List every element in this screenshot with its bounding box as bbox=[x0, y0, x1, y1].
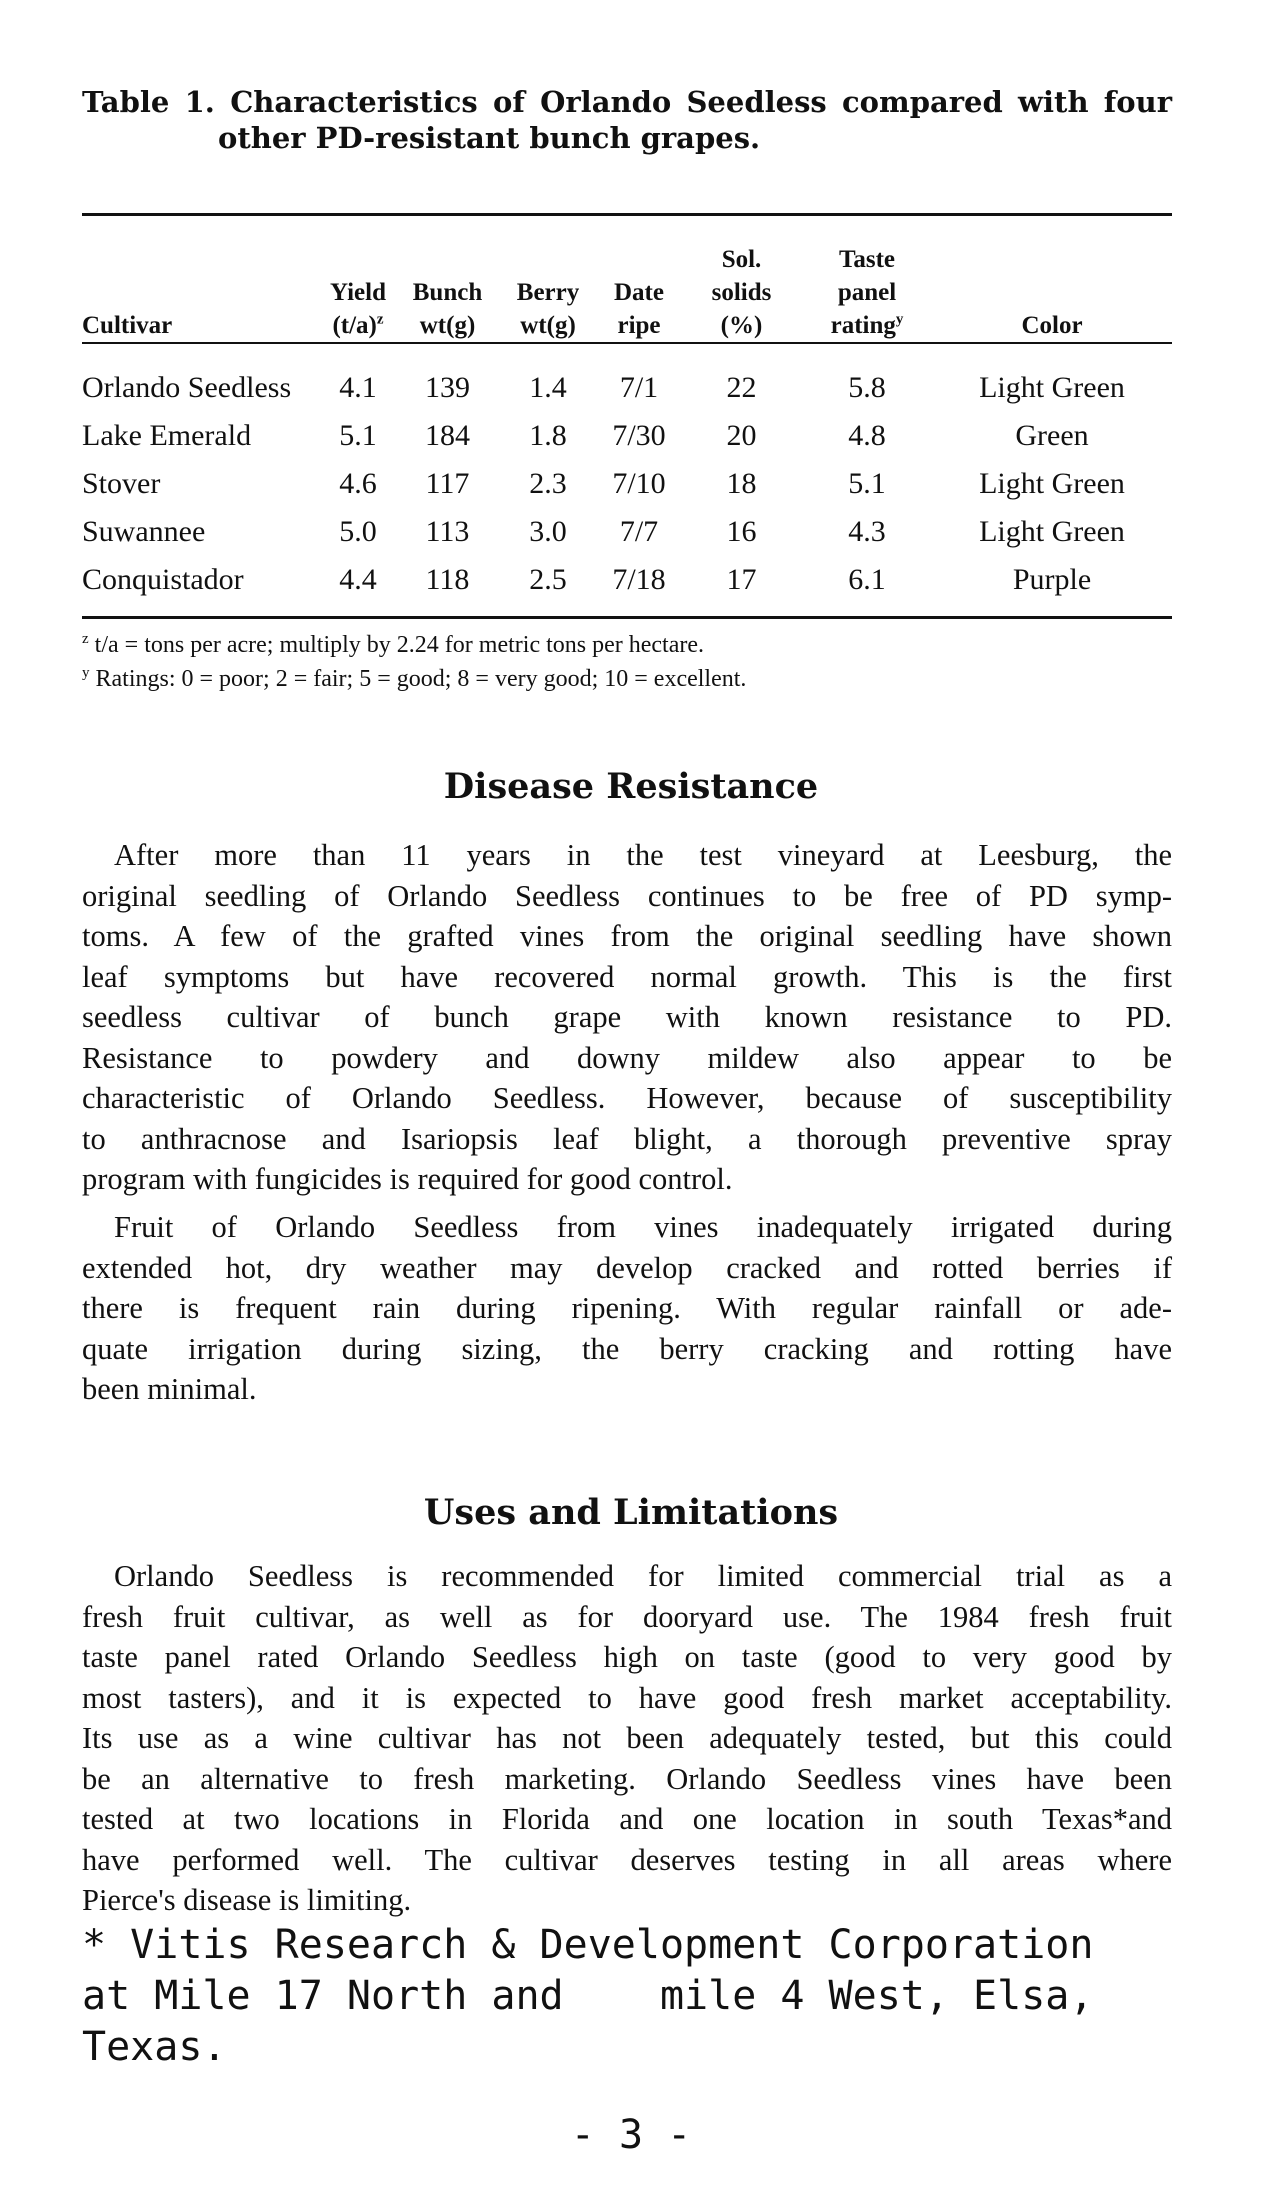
table-caption bbox=[82, 84, 1172, 156]
header-berry-weight: Berry wt(g) bbox=[516, 279, 580, 339]
table-row bbox=[82, 508, 1172, 556]
cell-yield: 5.1 bbox=[339, 419, 377, 452]
cell-yield: 5.0 bbox=[339, 515, 377, 548]
cell-color: Light Green bbox=[979, 515, 1125, 548]
cell-berry-weight: 2.5 bbox=[529, 563, 567, 596]
typed-footnote-line: at Mile 17 North and mile 4 West, Elsa, bbox=[82, 1973, 1094, 2019]
header-date-ripe: Date ripe bbox=[614, 279, 664, 339]
header-yield: Yield $(t/a)^z$ bbox=[329, 279, 387, 339]
header-bunch-weight: Bunch wt(g) bbox=[412, 279, 483, 339]
cell-date-ripe: 7/18 bbox=[612, 563, 666, 596]
cell-taste-rating: 4.3 bbox=[848, 515, 886, 548]
table-row bbox=[82, 460, 1172, 508]
cell-color: Light Green bbox=[979, 467, 1125, 500]
cell-soluble-solids: 18 bbox=[726, 467, 757, 500]
typed-footnote-line: Texas. bbox=[82, 2024, 227, 2070]
cell-color: Light Green bbox=[979, 371, 1125, 404]
cell-cultivar: Suwannee bbox=[82, 515, 206, 548]
disease-resistance-paragraph-1: After more than 11 years in the test vineyard at Leesburg, the original seedling of Orlando Seedless continues to be free of PD symp- toms. A few of the grafted vines from the original seedling have shown leaf symptoms but have recovered normal growth. This is the first seedless cultivar of bunch grape with known resistance to PD. Resistance to powdery and downy mildew also appear to be characteristic of Orlando Seedless. However, because of susceptibility to anthracnose and Isariopsis leaf blight, a thorough preventive spray program with fungicides is required for good control. bbox=[82, 838, 1172, 1196]
cell-yield: 4.1 bbox=[339, 371, 377, 404]
header-color: Color bbox=[1021, 312, 1083, 339]
cell-cultivar: Conquistador bbox=[82, 563, 244, 596]
table-caption-line-2: other PD-resistant bunch grapes. bbox=[218, 121, 761, 155]
table-header-row bbox=[82, 216, 1172, 352]
typed-footnote-line: * Vitis Research & Development Corporation bbox=[82, 1922, 1094, 1968]
cell-berry-weight: 2.3 bbox=[529, 467, 567, 500]
section-heading-uses-and-limitations: Uses and Limitations bbox=[423, 1492, 839, 1533]
footnote-mark-z: z bbox=[376, 311, 384, 328]
cell-date-ripe: 7/30 bbox=[612, 419, 666, 452]
cell-soluble-solids: 17 bbox=[726, 563, 757, 596]
cell-soluble-solids: 20 bbox=[726, 419, 757, 452]
header-soluble-solids: Sol. solids (%) bbox=[711, 246, 772, 339]
table-header-rule bbox=[82, 342, 1172, 344]
header-cultivar: Cultivar bbox=[82, 312, 173, 339]
cell-bunch-weight: 117 bbox=[425, 467, 470, 500]
cell-date-ripe: 7/7 bbox=[619, 515, 659, 548]
disease-resistance-paragraph-2: Fruit of Orlando Seedless from vines inadequately irrigated during extended hot, dry weather may develop cracked and rotted berries if there is frequent rain during ripening. With regular rainfall or ade- quate irrigation during sizing, the berry cracking and rotting have been minimal. bbox=[82, 1210, 1172, 1406]
characteristics-table bbox=[82, 216, 1172, 618]
cell-bunch-weight: 118 bbox=[425, 563, 470, 596]
cell-cultivar: Stover bbox=[82, 467, 161, 500]
cell-cultivar: Lake Emerald bbox=[82, 419, 252, 452]
table-row bbox=[82, 556, 1172, 618]
typed-footnote bbox=[82, 1920, 1202, 2073]
cell-color: Green bbox=[1015, 419, 1089, 452]
cell-date-ripe: 7/1 bbox=[619, 371, 659, 404]
cell-taste-rating: 5.1 bbox=[848, 467, 886, 500]
uses-and-limitations-paragraph: Orlando Seedless is recommended for limited commercial trial as a fresh fruit cultivar, as well as for dooryard use. The 1984 fresh fruit taste panel rated Orlando Seedless high on taste (good to very good by most tasters), and it is expected to have good fresh market acceptability. Its use as a wine cultivar has not been adequately tested, but this could be an alternative to fresh marketing. Orlando Seedless vines have been tested at two locations in Florida and one location in south Texas*and have performed well. The cultivar deserves testing in all areas where Pierce's disease is limiting. bbox=[82, 1559, 1172, 1917]
cell-date-ripe: 7/10 bbox=[612, 467, 666, 500]
section-heading-disease-resistance: Disease Resistance bbox=[443, 766, 819, 807]
table-bottom-rule bbox=[82, 616, 1172, 619]
cell-taste-rating: 5.8 bbox=[848, 371, 886, 404]
table-caption-line-1: Table 1. Characteristics of Orlando Seedless compared with four bbox=[82, 85, 1172, 119]
cell-soluble-solids: 22 bbox=[726, 371, 757, 404]
cell-berry-weight: 1.8 bbox=[529, 419, 567, 452]
cell-berry-weight: 1.4 bbox=[529, 371, 567, 404]
table-footnotes bbox=[82, 628, 1172, 696]
cell-bunch-weight: 113 bbox=[425, 515, 470, 548]
header-taste-rating: Taste panel rating$^y$ bbox=[830, 246, 904, 339]
cell-yield: 4.6 bbox=[339, 467, 377, 500]
cell-bunch-weight: 184 bbox=[425, 419, 470, 452]
cell-berry-weight: 3.0 bbox=[529, 515, 567, 548]
cell-soluble-solids: 16 bbox=[726, 515, 757, 548]
table-row bbox=[82, 412, 1172, 460]
page-number: - 3 - bbox=[570, 2112, 692, 2158]
cell-color: Purple bbox=[1012, 563, 1092, 596]
cell-bunch-weight: 139 bbox=[425, 371, 470, 404]
footnote-y: $^y$ Ratings: 0 = poor; 2 = fair; 5 = good; 8 = very good; 10 = excellent. bbox=[82, 665, 747, 692]
cell-yield: 4.4 bbox=[339, 563, 377, 596]
cell-cultivar: Orlando Seedless bbox=[82, 371, 292, 404]
footnote-z: $^z$ t/a = tons per acre; multiply by 2.24 for metric tons per hectare. bbox=[82, 631, 705, 658]
table-row bbox=[82, 352, 1172, 412]
cell-taste-rating: 4.8 bbox=[848, 419, 886, 452]
cell-taste-rating: 6.1 bbox=[848, 563, 886, 596]
footnote-mark-y: y bbox=[895, 311, 904, 328]
